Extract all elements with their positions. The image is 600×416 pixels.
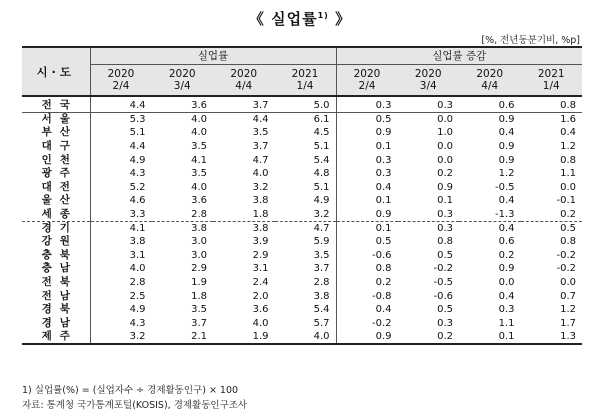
period-quarter: 4/4	[235, 79, 253, 92]
rate-value: 4.1	[191, 154, 207, 166]
rate-value: 1.8	[191, 290, 207, 302]
period-year: 2020	[168, 67, 196, 80]
change-period-header	[336, 64, 398, 96]
region-name: 제주	[22, 330, 90, 344]
rate-value: 3.5	[191, 140, 207, 152]
change-value: 0.0	[437, 114, 453, 126]
footnote: 1) 실업률(%) = (실업자수 ÷ 경제활동인구) × 100	[22, 385, 239, 396]
table-row	[22, 303, 582, 317]
table-row	[22, 208, 582, 222]
region-name: 광주	[22, 167, 90, 181]
rate-value: 6.1	[275, 113, 337, 127]
rate-value: 3.6	[152, 96, 214, 113]
table-row	[22, 153, 582, 167]
rate-period-header	[275, 64, 337, 96]
change-value: 0.4	[560, 127, 576, 139]
rate-value: 4.4	[252, 114, 269, 126]
change-value: 0.0	[560, 276, 576, 288]
period-quarter: 4/4	[481, 79, 499, 92]
change-value: 0.5	[375, 236, 392, 248]
change-value: 0.1	[375, 140, 392, 152]
change-value: 0.8	[437, 236, 453, 248]
region-name: 부산	[22, 126, 90, 140]
rate-value: 3.8	[129, 236, 146, 248]
change-value: 0.9	[498, 154, 515, 166]
rate-value: 4.9	[129, 304, 146, 316]
region-name: 울산	[22, 194, 90, 208]
rate-value: 2.8	[152, 208, 214, 222]
rate-value: 3.5	[191, 304, 207, 316]
table-row	[22, 248, 582, 262]
table-row	[22, 194, 582, 208]
change-value: -0.2	[371, 317, 392, 329]
rate-value: 2.0	[252, 290, 269, 302]
period-year: 2020	[230, 67, 258, 80]
rate-value: 3.5	[252, 127, 269, 139]
region-name: 대전	[22, 180, 90, 194]
rate-value: 5.0	[275, 96, 337, 113]
region-column-header: 시·도	[22, 47, 90, 96]
rate-value: 4.3	[129, 317, 146, 329]
change-value: 0.9	[498, 114, 515, 126]
rate-value: 4.0	[191, 114, 207, 126]
table-row	[22, 167, 582, 181]
change-value: 1.7	[560, 317, 576, 329]
rate-value: 4.0	[252, 317, 269, 329]
rate-value: 4.5	[275, 126, 337, 140]
table-row	[22, 96, 582, 113]
rate-value: 5.4	[275, 303, 337, 317]
change-value: -0.5	[494, 181, 515, 193]
rate-value: 4.0	[191, 181, 207, 193]
change-value: 0.3	[398, 96, 460, 113]
period-quarter: 2/4	[112, 79, 130, 92]
change-value: 1.0	[437, 127, 453, 139]
change-value: -0.5	[433, 276, 453, 288]
rate-value: 4.4	[129, 140, 146, 152]
change-value: 1.2	[498, 168, 515, 180]
region-name: 세종	[22, 208, 90, 222]
rate-value: 5.2	[129, 181, 146, 193]
rate-value: 4.7	[252, 154, 269, 166]
region-name: 인천	[22, 153, 90, 167]
region-name: 서울	[22, 113, 90, 127]
change-value: -0.8	[371, 290, 392, 302]
change-value: 0.3	[437, 317, 453, 329]
change-value: 0.0	[498, 276, 515, 288]
table-row	[22, 330, 582, 344]
change-value: 0.8	[521, 96, 583, 113]
change-value: 0.8	[560, 236, 576, 248]
period-year: 2020	[353, 67, 381, 80]
change-value: 0.5	[375, 114, 392, 126]
change-value: 0.3	[398, 208, 460, 222]
table-row	[22, 113, 582, 127]
change-value: -0.2	[433, 263, 453, 275]
rate-value: 4.4	[90, 96, 152, 113]
period-quarter: 1/4	[296, 79, 314, 92]
change-value: 0.3	[437, 222, 453, 234]
period-quarter: 1/4	[542, 79, 560, 92]
table-row	[22, 126, 582, 140]
rate-value: 2.8	[275, 276, 337, 290]
change-value: 0.2	[375, 276, 392, 288]
rate-group-header: 실업률	[90, 47, 336, 64]
rate-value: 5.7	[275, 316, 337, 330]
region-name: 충북	[22, 248, 90, 262]
change-value: 0.2	[521, 208, 583, 222]
table-title: 《 실업률$^{1)}$ 》	[248, 10, 352, 28]
change-value: 0.3	[336, 96, 398, 113]
rate-period-header	[152, 64, 214, 96]
rate-value: 4.3	[129, 168, 146, 180]
change-value: 1.2	[560, 304, 576, 316]
rate-value: 3.5	[275, 248, 337, 262]
rate-value: 3.8	[275, 289, 337, 303]
rate-value: 4.9	[275, 194, 337, 208]
rate-value: 4.6	[129, 195, 146, 207]
rate-value: 4.9	[129, 154, 146, 166]
change-value: 0.4	[498, 127, 515, 139]
rate-value: 3.6	[191, 195, 207, 207]
change-value: 0.2	[498, 249, 515, 261]
rate-value: 2.9	[252, 249, 269, 261]
change-value: -0.6	[433, 290, 453, 302]
rate-value: 3.1	[252, 263, 269, 275]
change-value: 0.4	[375, 304, 392, 316]
region-name: 전북	[22, 276, 90, 290]
change-value: 0.5	[437, 249, 453, 261]
rate-value: 3.8	[191, 222, 207, 234]
rate-value: 3.2	[90, 330, 152, 344]
region-name: 대구	[22, 140, 90, 154]
rate-value: 1.9	[191, 276, 207, 288]
rate-value: 4.0	[191, 127, 207, 139]
rate-value: 1.9	[213, 330, 275, 344]
change-value: -0.1	[556, 195, 576, 207]
rate-value: 2.4	[252, 276, 269, 288]
rate-value: 4.7	[275, 221, 337, 235]
period-year: 2020	[107, 67, 135, 80]
rate-value: 3.7	[191, 317, 207, 329]
region-name: 전남	[22, 289, 90, 303]
change-value: 0.8	[560, 154, 576, 166]
rate-value: 3.5	[191, 168, 207, 180]
table-row	[22, 262, 582, 276]
table-row	[22, 221, 582, 235]
change-value: -0.2	[556, 263, 576, 275]
rate-value: 5.1	[275, 140, 337, 154]
source-note: 자료: 통계청 국가통계포털(KOSIS), 경제활동인구조사	[22, 400, 248, 411]
change-value: 0.6	[459, 96, 521, 113]
rate-value: 2.8	[129, 276, 146, 288]
change-value: 0.4	[498, 290, 515, 302]
change-value: 0.4	[498, 222, 515, 234]
rate-value: 3.6	[252, 304, 269, 316]
period-quarter: 3/4	[173, 79, 191, 92]
region-name: 경북	[22, 303, 90, 317]
rate-value: 5.9	[275, 235, 337, 249]
table-row	[22, 276, 582, 290]
rate-value: 3.0	[191, 249, 207, 261]
change-value: 0.1	[375, 222, 392, 234]
period-year: 2020	[476, 67, 504, 80]
change-period-header	[521, 64, 583, 96]
rate-value: 5.3	[129, 114, 146, 126]
change-value: 0.0	[560, 181, 576, 193]
change-value: 0.8	[375, 263, 392, 275]
unemployment-table	[22, 46, 582, 345]
rate-value: 4.1	[129, 222, 146, 234]
change-value: 0.5	[560, 222, 576, 234]
table-row	[22, 316, 582, 330]
change-value: 0.9	[498, 140, 515, 152]
region-name: 전국	[22, 96, 90, 113]
region-name: 경남	[22, 316, 90, 330]
change-value: 1.6	[560, 114, 576, 126]
rate-value: 5.1	[275, 180, 337, 194]
change-value: -1.3	[459, 208, 521, 222]
change-value: -0.6	[371, 249, 392, 261]
change-period-header	[459, 64, 521, 96]
table-row	[22, 289, 582, 303]
change-value: 0.4	[375, 181, 392, 193]
rate-value: 3.1	[129, 249, 146, 261]
rate-value: 4.8	[275, 167, 337, 181]
region-name: 충남	[22, 262, 90, 276]
change-value: 0.1	[375, 195, 392, 207]
rate-value: 4.0	[275, 330, 337, 344]
change-value: 0.9	[437, 181, 453, 193]
rate-value: 2.1	[152, 330, 214, 344]
rate-value: 2.9	[191, 263, 207, 275]
change-value: 0.0	[437, 140, 453, 152]
change-value: 0.9	[498, 263, 515, 275]
change-value: 1.1	[560, 168, 576, 180]
region-name: 강원	[22, 235, 90, 249]
period-year: 2021	[291, 67, 319, 80]
table-row	[22, 180, 582, 194]
rate-value: 2.5	[129, 290, 146, 302]
change-value: 0.4	[498, 195, 515, 207]
change-value: 1.2	[560, 140, 576, 152]
rate-value: 3.8	[252, 222, 269, 234]
rate-value: 4.0	[129, 263, 146, 275]
rate-period-header	[213, 64, 275, 96]
rate-value: 3.7	[275, 262, 337, 276]
region-name: 경기	[22, 221, 90, 235]
change-value: 0.2	[437, 168, 453, 180]
unit-label: [%, 전년동분기비, %p]	[481, 35, 580, 46]
change-value: 0.9	[336, 208, 398, 222]
change-value: -0.2	[556, 249, 576, 261]
change-value: 0.1	[459, 330, 521, 344]
change-value: 0.6	[498, 236, 515, 248]
change-value: 0.5	[437, 304, 453, 316]
change-value: 0.3	[375, 168, 392, 180]
change-value: 1.1	[498, 317, 515, 329]
change-value: 0.9	[375, 127, 392, 139]
title-footnote-mark: 1)	[317, 11, 329, 20]
rate-value: 3.2	[252, 181, 269, 193]
change-value: 0.1	[437, 195, 453, 207]
rate-value: 5.1	[129, 127, 146, 139]
table-row	[22, 140, 582, 154]
rate-value: 4.0	[252, 168, 269, 180]
change-value: 1.3	[521, 330, 583, 344]
rate-value: 3.0	[191, 236, 207, 248]
change-value: 0.7	[560, 290, 576, 302]
rate-value: 3.7	[252, 140, 269, 152]
period-quarter: 2/4	[358, 79, 376, 92]
change-period-header	[398, 64, 460, 96]
rate-period-header	[90, 64, 152, 96]
rate-value: 5.4	[275, 153, 337, 167]
rate-value: 3.7	[213, 96, 275, 113]
change-value: 0.3	[498, 304, 515, 316]
period-quarter: 3/4	[419, 79, 437, 92]
change-value: 0.0	[437, 154, 453, 166]
rate-value: 3.2	[275, 208, 337, 222]
change-group-header: 실업률 증감	[336, 47, 582, 64]
table-row	[22, 235, 582, 249]
period-year: 2021	[537, 67, 565, 80]
change-value: 0.2	[398, 330, 460, 344]
change-value: 0.9	[336, 330, 398, 344]
rate-value: 3.3	[90, 208, 152, 222]
change-value: 0.3	[375, 154, 392, 166]
rate-value: 3.9	[252, 236, 269, 248]
rate-value: 3.8	[252, 195, 269, 207]
rate-value: 1.8	[213, 208, 275, 222]
period-year: 2020	[414, 67, 442, 80]
